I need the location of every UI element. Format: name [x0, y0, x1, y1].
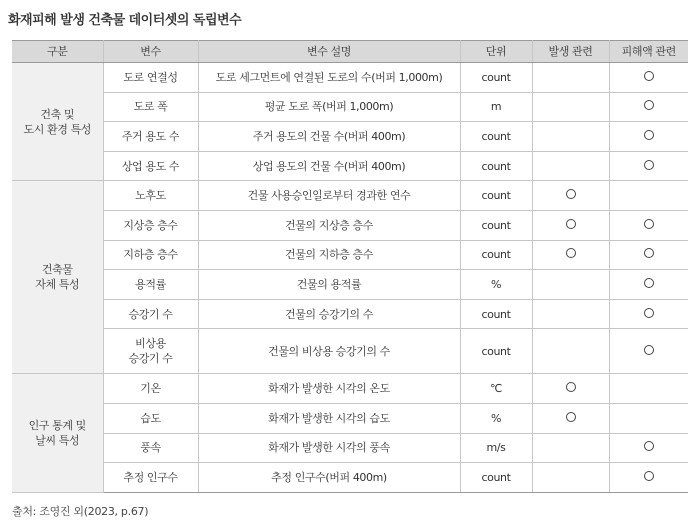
description-cell: 도로 세그먼트에 연결된 도로의 수(버퍼 1,000m)	[198, 63, 460, 93]
description-cell: 상업 용도의 건물 수(버퍼 400m)	[198, 151, 460, 181]
circle-mark-icon	[644, 219, 654, 229]
table-row	[12, 403, 688, 433]
occurrence-cell	[532, 151, 609, 181]
occurrence-cell	[532, 92, 609, 122]
variable-name: 주거 용도 수	[121, 129, 180, 143]
occurrence-cell	[532, 329, 609, 374]
description-cell: 건물의 지하층 층수	[198, 240, 460, 270]
group-label-line: 날씨 특성	[35, 434, 80, 448]
header-damage: 피해액 관련	[609, 41, 688, 63]
header-group: 구분	[12, 41, 103, 63]
circle-mark-icon	[644, 308, 654, 318]
table-row	[12, 92, 688, 122]
damage-cell	[609, 329, 688, 374]
variable-name: 노후도	[135, 189, 166, 203]
damage-cell	[609, 92, 688, 122]
table-row	[12, 210, 688, 240]
table-row	[12, 270, 688, 300]
unit-cell: %	[460, 403, 532, 433]
circle-mark-icon	[644, 100, 654, 110]
unit-cell: count	[460, 463, 532, 493]
variable-cell	[103, 151, 198, 181]
damage-cell	[609, 240, 688, 270]
unit-cell: count	[460, 210, 532, 240]
page-title: 화재피해 발생 건축물 데이터셋의 독립변수	[8, 13, 242, 28]
variable-name: 추정 인구수	[123, 470, 178, 484]
unit-cell: %	[460, 270, 532, 300]
variable-name: 습도	[140, 411, 161, 425]
unit-cell: count	[460, 329, 532, 374]
variable-cell	[103, 210, 198, 240]
variable-name: 풍속	[140, 441, 161, 455]
table-row	[12, 122, 688, 152]
unit-cell: count	[460, 151, 532, 181]
variable-cell	[103, 299, 198, 329]
variables-table	[12, 40, 688, 493]
variable-cell	[103, 374, 198, 404]
table-row	[12, 240, 688, 270]
table-row	[12, 151, 688, 181]
description-cell: 화재가 발생한 시각의 풍속	[198, 433, 460, 463]
occurrence-cell	[532, 463, 609, 493]
circle-mark-icon	[566, 189, 576, 199]
header-occurrence: 발생 관련	[532, 41, 609, 63]
table-row	[12, 329, 688, 374]
circle-mark-icon	[644, 345, 654, 355]
group-label-line: 인구 통계 및	[28, 419, 86, 433]
damage-cell	[609, 181, 688, 211]
circle-mark-icon	[644, 130, 654, 140]
header-description: 변수 설명	[198, 41, 460, 63]
occurrence-cell	[532, 403, 609, 433]
variable-cell	[103, 403, 198, 433]
group-label-line: 자체 특성	[35, 278, 80, 292]
table-row	[12, 433, 688, 463]
description-cell: 건물의 지상층 층수	[198, 210, 460, 240]
circle-mark-icon	[566, 219, 576, 229]
variable-name: 도로 연결성	[123, 70, 178, 84]
description-cell: 평균 도로 폭(버퍼 1,000m)	[198, 92, 460, 122]
variable-cell	[103, 329, 198, 374]
damage-cell	[609, 63, 688, 93]
circle-mark-icon	[644, 441, 654, 451]
unit-cell: count	[460, 122, 532, 152]
damage-cell	[609, 299, 688, 329]
occurrence-cell	[532, 122, 609, 152]
occurrence-cell	[532, 63, 609, 93]
description-cell: 건물 사용승인일로부터 경과한 연수	[198, 181, 460, 211]
circle-mark-icon	[644, 278, 654, 288]
occurrence-cell	[532, 181, 609, 211]
group-cell-architecture-urban	[12, 63, 103, 181]
group-label-line: 도시 환경 특성	[23, 122, 92, 136]
unit-cell: m	[460, 92, 532, 122]
variable-name-line2: 승강기 수	[128, 352, 173, 366]
description-cell: 화재가 발생한 시각의 습도	[198, 403, 460, 433]
variable-cell	[103, 463, 198, 493]
unit-cell: count	[460, 299, 532, 329]
occurrence-cell	[532, 433, 609, 463]
variable-name: 용적률	[135, 277, 166, 291]
variable-cell	[103, 270, 198, 300]
variable-cell	[103, 92, 198, 122]
description-cell: 건물의 승강기의 수	[198, 299, 460, 329]
occurrence-cell	[532, 210, 609, 240]
unit-cell: m/s	[460, 433, 532, 463]
unit-cell: count	[460, 240, 532, 270]
unit-cell: count	[460, 181, 532, 211]
occurrence-cell	[532, 270, 609, 300]
circle-mark-icon	[644, 248, 654, 258]
occurrence-cell	[532, 374, 609, 404]
circle-mark-icon	[566, 248, 576, 258]
damage-cell	[609, 270, 688, 300]
variable-name: 도로 폭	[133, 100, 168, 114]
damage-cell	[609, 122, 688, 152]
table-row	[12, 374, 688, 404]
variable-name: 상업 용도 수	[121, 159, 180, 173]
circle-mark-icon	[566, 412, 576, 422]
variable-name: 기온	[140, 382, 161, 396]
description-cell: 화재가 발생한 시각의 온도	[198, 374, 460, 404]
table-row	[12, 181, 688, 211]
group-label-line: 건축물	[41, 263, 73, 277]
group-label-line: 건축 및	[40, 107, 75, 121]
variable-cell	[103, 122, 198, 152]
table-body	[12, 63, 688, 493]
damage-cell	[609, 210, 688, 240]
variable-cell	[103, 433, 198, 463]
table-row	[12, 299, 688, 329]
variable-cell	[103, 63, 198, 93]
description-cell: 건물의 비상용 승강기의 수	[198, 329, 460, 374]
source-note: 출처: 조영진 외(2023, p.67)	[12, 505, 149, 518]
description-cell: 추정 인구수(버퍼 400m)	[198, 463, 460, 493]
header-variable: 변수	[103, 41, 198, 63]
description-cell: 주거 용도의 건물 수(버퍼 400m)	[198, 122, 460, 152]
table-row	[12, 63, 688, 93]
circle-mark-icon	[644, 160, 654, 170]
damage-cell	[609, 374, 688, 404]
circle-mark-icon	[566, 382, 576, 392]
variable-cell	[103, 240, 198, 270]
damage-cell	[609, 151, 688, 181]
header-unit: 단위	[460, 41, 532, 63]
variable-name: 지상층 층수	[123, 218, 178, 232]
damage-cell	[609, 403, 688, 433]
unit-cell: count	[460, 63, 532, 93]
unit-cell: ℃	[460, 374, 532, 404]
damage-cell	[609, 463, 688, 493]
table-row	[12, 463, 688, 493]
table-header-row	[12, 41, 688, 63]
circle-mark-icon	[644, 71, 654, 81]
variable-name: 비상용	[135, 337, 166, 351]
occurrence-cell	[532, 240, 609, 270]
circle-mark-icon	[644, 471, 654, 481]
variable-name: 승강기 수	[128, 307, 173, 321]
group-cell-building	[12, 181, 103, 374]
occurrence-cell	[532, 299, 609, 329]
damage-cell	[609, 433, 688, 463]
description-cell: 건물의 용적률	[198, 270, 460, 300]
variable-name: 지하층 층수	[123, 248, 178, 262]
group-cell-demographic-weather	[12, 374, 103, 492]
variable-cell	[103, 181, 198, 211]
